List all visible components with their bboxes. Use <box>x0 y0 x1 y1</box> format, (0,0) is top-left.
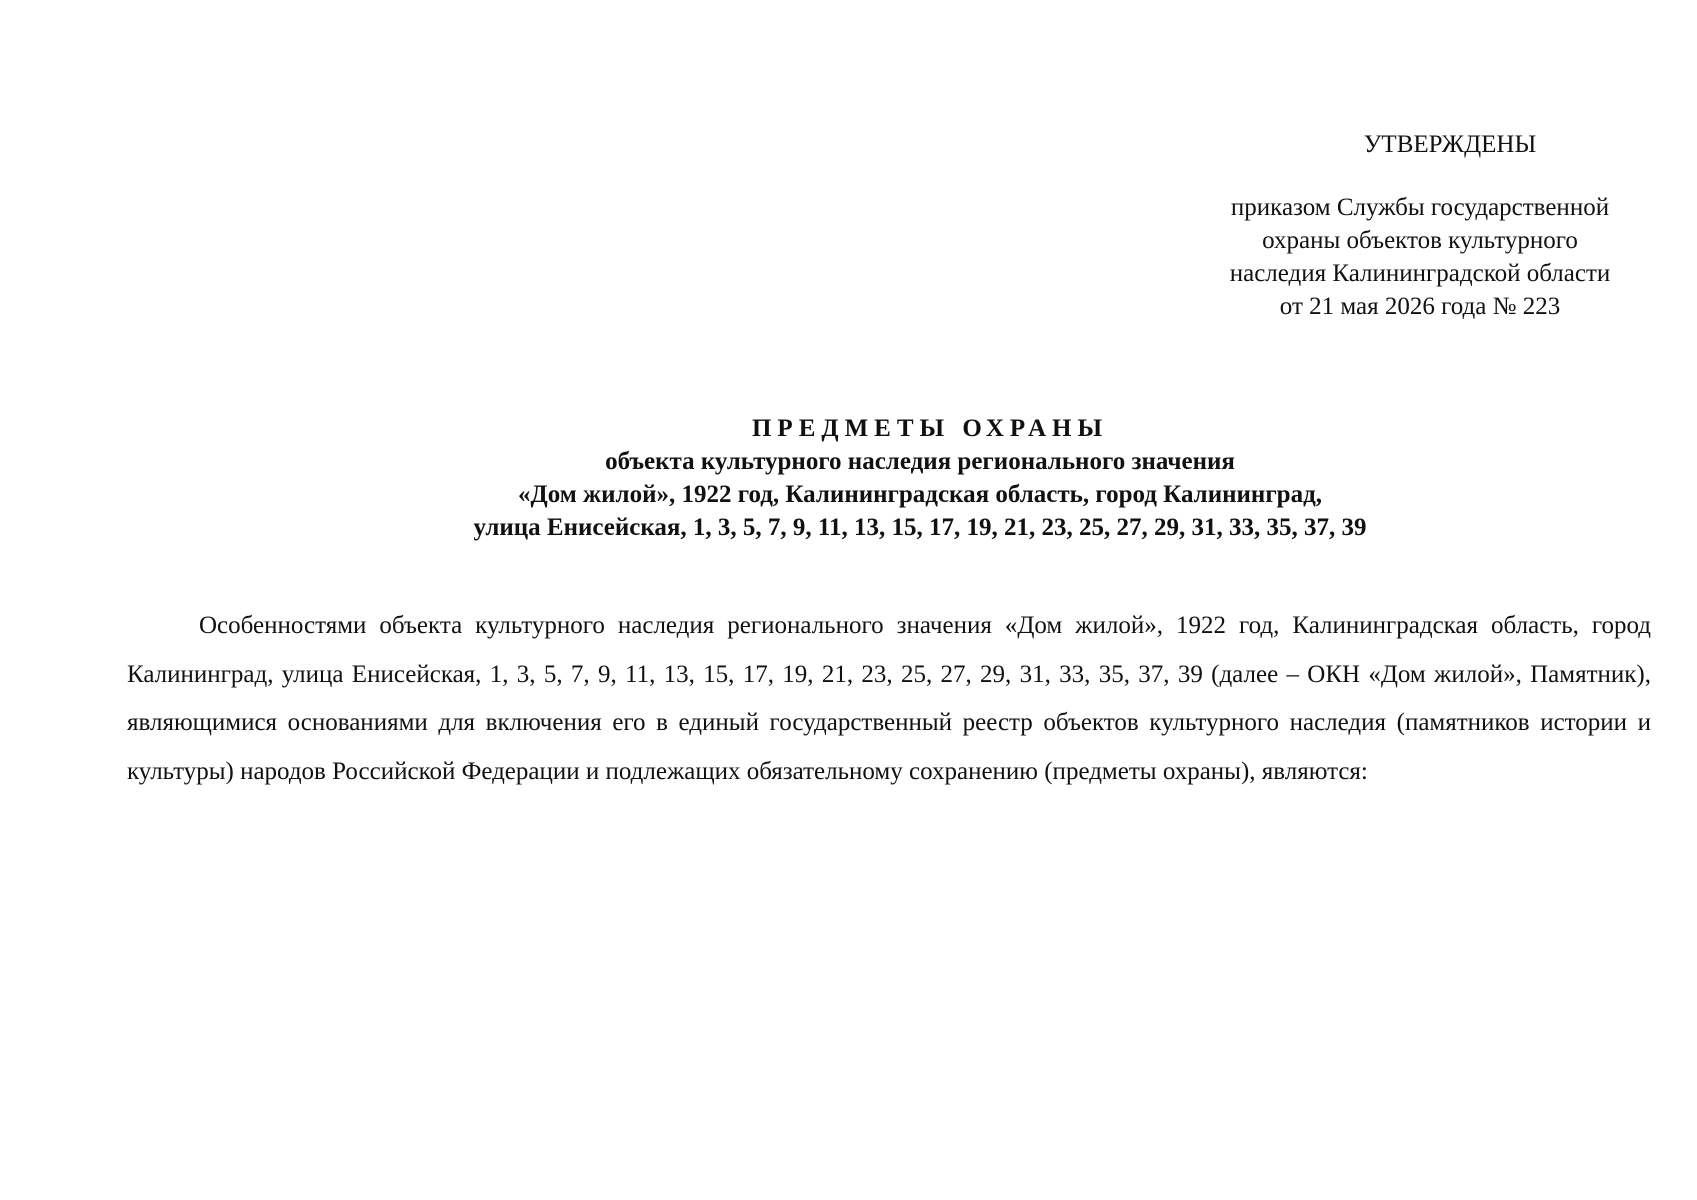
approval-line-1: приказом Службы государственной <box>1230 194 1610 221</box>
document-heading <box>130 412 1697 544</box>
approval-line-2: охраны объектов культурного <box>1262 227 1578 254</box>
heading-title: ПРЕДМЕТЫ ОХРАНЫ <box>751 415 1108 442</box>
approval-line-3: наследия Калининградской области <box>1229 260 1611 287</box>
approval-block <box>1180 128 1660 323</box>
heading-line-1: объекта культурного наследия регионального значения <box>605 448 1235 475</box>
approval-line-4: от 21 мая 2026 года № 223 <box>1279 293 1561 320</box>
heading-line-2: «Дом жилой», 1922 год, Калининградская область, город Калининград, <box>518 481 1322 508</box>
body-paragraph: Особенностями объекта культурного наследия регионального значения «Дом жилой», 1922 год, Калининградская область, город Калининград, улица Енисейская, 1, 3, 5, 7, 9, 11, 13, 15, 17, 19, 21, 23, 25, 27, 29, 31, 33, 35, 37, 39 (далее – ОКН «Дом жилой», Памятник), являющимися основаниями для включения его в единый государственный реестр объектов культурного наследия (памятников истории и культуры) народов Российской Федерации и подлежащих обязательному сохранению (предметы охраны), являются: <box>127 612 1651 785</box>
heading-line-3: улица Енисейская, 1, 3, 5, 7, 9, 11, 13, 15, 17, 19, 21, 23, 25, 27, 29, 31, 33, 35, 37, 39 <box>473 514 1367 541</box>
approval-title: УТВЕРЖДЕНЫ <box>1363 131 1537 158</box>
